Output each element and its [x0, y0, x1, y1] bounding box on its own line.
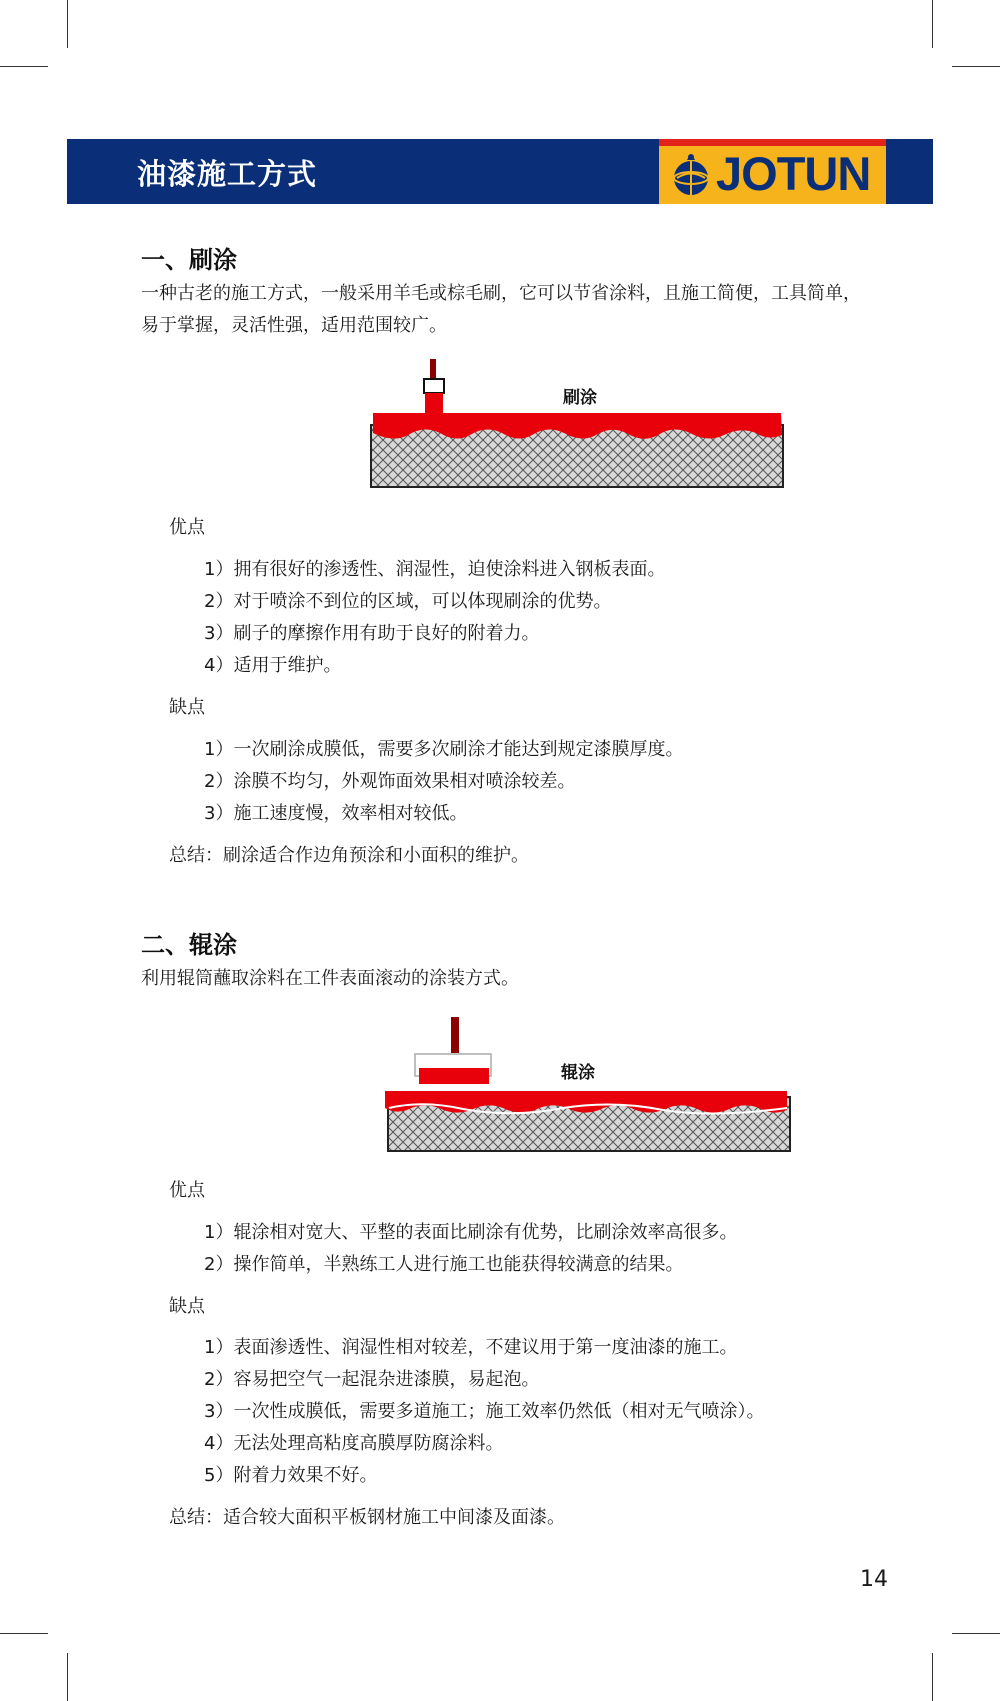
roller-diagram — [383, 1012, 793, 1157]
brush-diagram-label: 刷涂 — [563, 388, 597, 408]
brush-ferrule — [424, 379, 444, 393]
crop-mark — [0, 66, 48, 67]
crop-mark — [67, 0, 68, 48]
roller-diagram-label: 辊涂 — [561, 1063, 595, 1083]
roller-con-item: 1）表面渗透性、润湿性相对较差，不建议用于第一度油漆的施工。 — [204, 1337, 738, 1358]
brush-cons-label: 缺点 — [169, 697, 205, 718]
brush-intro-line-2: 易于掌握，灵活性强，适用范围较广。 — [141, 315, 447, 336]
page-title: 油漆施工方式 — [137, 157, 318, 191]
roller-summary: 总结：适合较大面积平板钢材施工中间漆及面漆。 — [169, 1507, 565, 1528]
roller-cylinder — [419, 1068, 489, 1084]
brush-summary: 总结：刷涂适合作边角预涂和小面积的维护。 — [169, 845, 529, 866]
brush-con-item: 3）施工速度慢，效率相对较低。 — [204, 803, 468, 824]
roller-con-item: 5）附着力效果不好。 — [204, 1465, 378, 1486]
roller-con-item: 3）一次性成膜低，需要多道施工；施工效率仍然低（相对无气喷涂）。 — [204, 1401, 765, 1422]
brush-pro-item: 2）对于喷涂不到位的区域，可以体现刷涂的优势。 — [204, 591, 612, 612]
crop-mark — [932, 0, 933, 48]
crop-mark — [952, 66, 1000, 67]
roller-handle — [451, 1017, 459, 1053]
crop-mark — [67, 1653, 68, 1701]
brush-con-item: 2）涂膜不均匀，外观饰面效果相对喷涂较差。 — [204, 771, 576, 792]
page-number: 14 — [860, 1567, 888, 1592]
section-heading-brush: 一、刷涂 — [141, 246, 237, 274]
roller-con-item: 2）容易把空气一起混杂进漆膜，易起泡。 — [204, 1369, 540, 1390]
crop-mark — [0, 1633, 48, 1634]
brush-pro-item: 4）适用于维护。 — [204, 655, 342, 676]
whale-globe-icon — [667, 151, 715, 199]
brush-intro-line-1: 一种古老的施工方式，一般采用羊毛或棕毛刷，它可以节省涂料，且施工简便，工具简单， — [141, 283, 861, 304]
brush-pro-item: 3）刷子的摩擦作用有助于良好的附着力。 — [204, 623, 540, 644]
roller-cons-label: 缺点 — [169, 1296, 205, 1317]
header-banner — [67, 139, 933, 204]
roller-pro-item: 2）操作简单，半熟练工人进行施工也能获得较满意的结果。 — [204, 1254, 684, 1275]
brush-diagram — [368, 355, 788, 495]
crop-mark — [952, 1633, 1000, 1634]
crop-mark — [932, 1653, 933, 1701]
paint-layer — [385, 1091, 787, 1113]
brush-bristles — [425, 393, 443, 415]
logo-red-stripe — [659, 139, 886, 146]
roller-pros-label: 优点 — [169, 1180, 205, 1201]
roller-pro-item: 1）辊涂相对宽大、平整的表面比刷涂有优势，比刷涂效率高很多。 — [204, 1222, 738, 1243]
jotun-logo — [659, 139, 886, 204]
brush-handle — [430, 359, 436, 381]
roller-intro: 利用辊筒蘸取涂料在工件表面滚动的涂装方式。 — [141, 968, 519, 989]
brush-pros-label: 优点 — [169, 517, 205, 538]
brush-pro-item: 1）拥有很好的渗透性、润湿性，迫使涂料进入钢板表面。 — [204, 559, 666, 580]
section-heading-roller: 二、辊涂 — [141, 931, 237, 959]
brush-con-item: 1）一次刷涂成膜低，需要多次刷涂才能达到规定漆膜厚度。 — [204, 739, 684, 760]
logo-wordmark: JOTUN — [716, 147, 871, 200]
roller-con-item: 4）无法处理高粘度高膜厚防腐涂料。 — [204, 1433, 504, 1454]
